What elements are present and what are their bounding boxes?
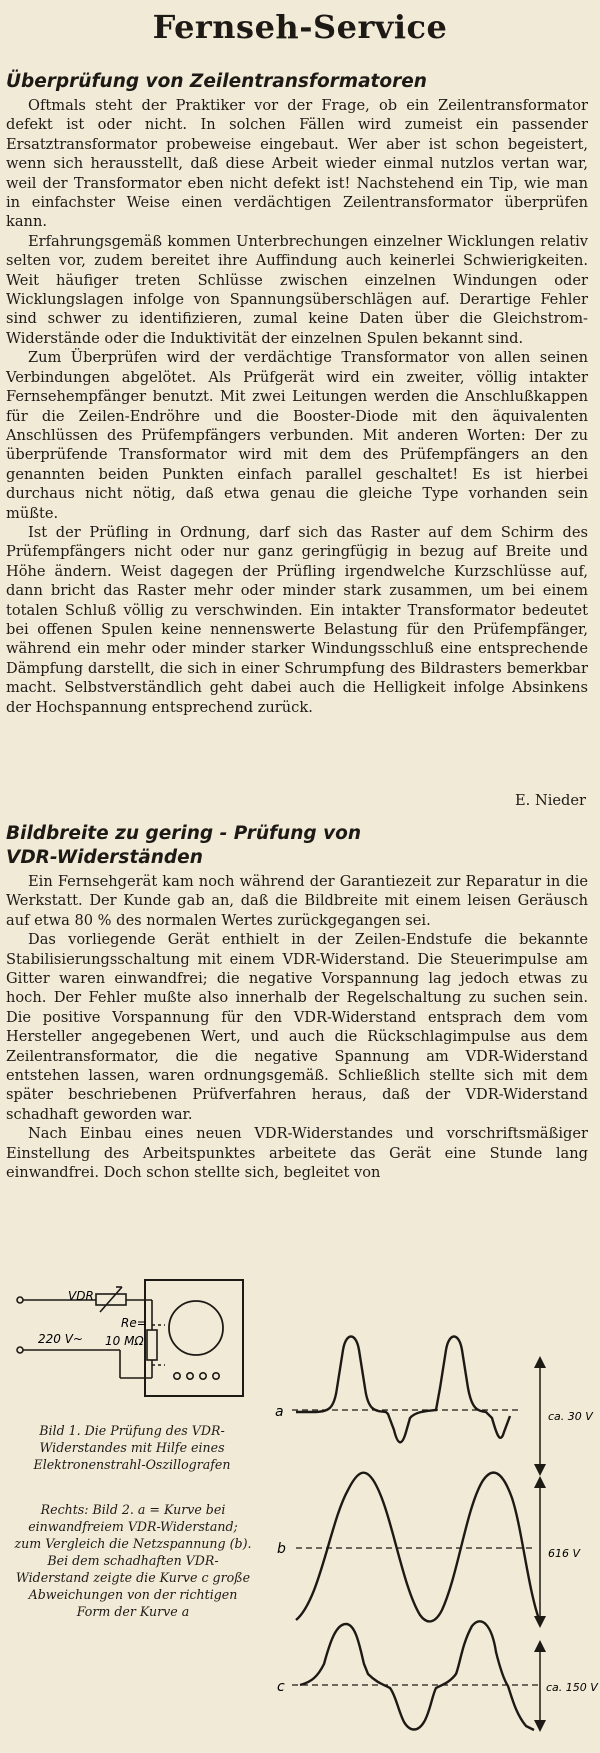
- label-supply: 220 V~: [38, 1332, 83, 1346]
- article1-heading: Überprüfung von Zeilentransformatoren: [6, 71, 427, 92]
- curve-b-amplitude: 616 V: [548, 1547, 581, 1560]
- article2-heading-line2: VDR-Widerständen: [6, 847, 203, 868]
- article2-paragraph: Ein Fernsehgerät kam noch während der Garantiezeit zur Reparatur in die Werkstatt. Der Kunde gab an, daß die Bildbreite mit einem leisen Geräusch auf etwa 80 % des normalen Wertes zurückgegangen sei.: [6, 873, 588, 929]
- article1-paragraph: Zum Überprüfen wird der verdächtige Transformator von allen seinen Verbindungen abgelötet. Als Prüfgerät wird ein zweiter, völlig intakter Fernsehempfänger benutzt. Mit zwei Leitungen werden die Anschlußkappen für die Zeilen-Endröhre und die Booster-Diode mit den äquivalenten Anschlüssen des Prüfempfängers verbunden. Mit anderen Worten: Der zu überprüfende Transformator wird mit dem des Prüfempfängers an den genannten beiden Punkten einfach parallel geschaltet! Es ist hierbei durchaus nicht nötig, daß etwa genau die gleiche Type vorhanden sein müßte.: [6, 349, 588, 522]
- article2-paragraph: Nach Einbau eines neuen VDR-Widerstandes und vorschriftsmäßiger Einstellung des Arbeitspunktes arbeitete das Gerät eine Stunde lang einwandfrei. Doch schon stellte sich, begleitet von: [6, 1125, 588, 1182]
- article2-body: [6, 872, 588, 1183]
- curve-a-amplitude: ca. 30 V: [548, 1410, 593, 1423]
- label-vdr: VDR: [68, 1289, 94, 1303]
- figure1-circuit-diagram: [0, 1270, 260, 1420]
- figure1-caption: Bild 1. Die Prüfung des VDR-Widerstandes mit Hilfe eines Elektronenstrahl-Oszillografen: [33, 1423, 231, 1472]
- curve-b-label: b: [277, 1541, 286, 1557]
- article1-author: E. Nieder: [515, 792, 586, 809]
- curve-a-label: a: [275, 1404, 284, 1420]
- article2-heading: [6, 822, 594, 870]
- article2-paragraph: Das vorliegende Gerät enthielt in der Zeilen-Endstufe die bekannte Stabilisierungsschaltung mit einem VDR-Widerstand. Die Steuerimpulse am Gitter waren einwandfrei; die negative Vorspannung lag jedoch etwas zu hoch. Der Fehler mußte also innerhalb der Regelschaltung zu suchen sein. Die positive Vorspannung für den VDR-Widerstand entsprach dem vom Hersteller angegebenen Wert, und auch die Rückschlagimpulse aus dem Zeilentransformator, die die negative Spannung am VDR-Widerstand entstehen lassen, waren ordnungsgemäß. Schließlich stellte sich mit dem später beschriebenen Prüfverfahren heraus, daß der VDR-Widerstand schadhaft geworden war.: [6, 931, 588, 1123]
- article2-heading-line1: Bildbreite zu gering - Prüfung von: [6, 823, 362, 844]
- article1-body: [6, 96, 588, 717]
- label-re-value: 10 MΩ: [105, 1334, 144, 1348]
- masthead: Fernseh-Service: [152, 8, 448, 46]
- article1-paragraph: Oftmals steht der Praktiker vor der Frage, ob ein Zeilentransformator defekt ist oder nicht. In solchen Fällen wird zumeist ein passender Ersatztransformator probeweise eingebaut. Wer aber ist schon begeistert, wenn sich herausstellt, daß diese Arbeit wieder einmal nutzlos vertan war, weil der Transformator eben nicht defekt ist! Nachstehend ein Tip, wie man in einfachster Weise einen verdächtigen Zeilentransformator überprüfen kann.: [6, 97, 588, 231]
- article1-paragraph: Ist der Prüfling in Ordnung, darf sich das Raster auf dem Schirm des Prüfempfängers nicht oder nur ganz geringfügig in bezug auf Breite und Höhe ändern. Weist dagegen der Prüfling irgendwelche Kurzschlüsse auf, dann bricht das Raster mehr oder minder stark zusammen, um bei einem totalen Schluß völlig zu verschwinden. Ein intakter Transformator bedeutet bei offenen Spulen keine nennenswerte Belastung für den Prüfempfänger, während ein mehr oder minder starker Windungsschluß eine entsprechende Dämpfung darstellt, die sich in einer Schrumpfung des Bildrasters bemerkbar macht. Selbstverständlich geht dabei auch die Helligkeit infolge Absinkens der Hochspannung entsprechend zurück.: [6, 523, 588, 716]
- figure-area: [0, 1270, 600, 1753]
- curve-c-amplitude: ca. 150 V: [546, 1681, 598, 1694]
- label-re: Re=: [121, 1316, 147, 1330]
- curve-c-label: c: [277, 1679, 285, 1695]
- article1-paragraph: Erfahrungsgemäß kommen Unterbrechungen einzelner Wicklungen relativ selten vor, zudem bereitet ihre Auffindung auch keinerlei Schwierigkeiten. Weit häufiger treten Schlüsse zwischen einzelnen Windungen oder Wicklungslagen infolge von Spannungsüberschlägen auf. Derartige Fehler sind schwer zu identifizieren, zumal keine Daten über die Gleichstrom-Widerstände oder die Induktivität der einzelnen Spulen bekannt sind.: [6, 232, 588, 347]
- figure2-waveforms: [252, 1270, 600, 1753]
- figure2-caption: Rechts: Bild 2. a = Kurve bei einwandfreiem VDR-Widerstand; zum Vergleich die Netzspannung (b). Bei dem schadhaften VDR-Widerstand zeigte die Kurve c große Abweichungen von der richtigen Form der Kurve a: [14, 1502, 252, 1619]
